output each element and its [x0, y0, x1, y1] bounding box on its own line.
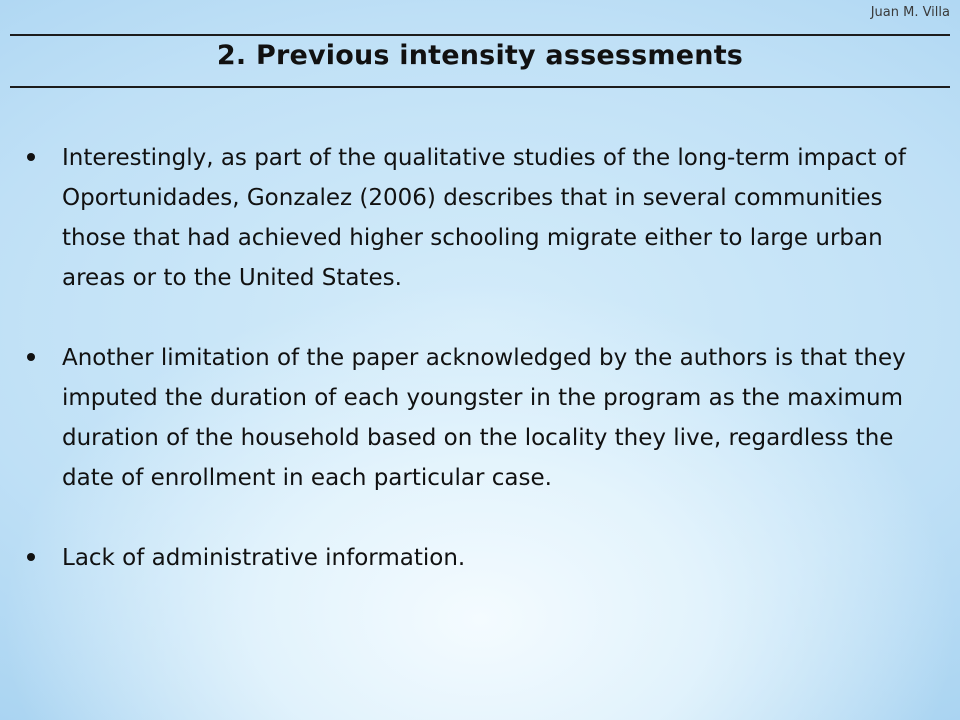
title-bottom-rule [10, 86, 950, 88]
bullet-dot-icon [27, 353, 35, 361]
bullet-dot-icon [27, 153, 35, 161]
bullet-text: Interestingly, as part of the qualitative studies of the long-term impact of Oportunidades, Gonzalez (2006) describes that in several communities those that had achieved higher schooling migrate either to large urban areas or to the United States. [62, 145, 906, 291]
bullet-text: Another limitation of the paper acknowledged by the authors is that they imputed the duration of each youngster in the program as the maximum duration of the household based on the locality they live, regardless the date of enrollment in each particular case. [62, 345, 906, 491]
title-top-rule [10, 34, 950, 36]
bullet-dot-icon [27, 553, 35, 561]
bullet-item [24, 338, 944, 498]
bullet-item [24, 138, 944, 298]
bullet-text: Lack of administrative information. [62, 545, 466, 571]
author-label: Juan M. Villa [870, 5, 950, 20]
slide-title: 2. Previous intensity assessments [216, 40, 744, 71]
bullet-list [24, 138, 944, 578]
bullet-item [24, 538, 944, 578]
